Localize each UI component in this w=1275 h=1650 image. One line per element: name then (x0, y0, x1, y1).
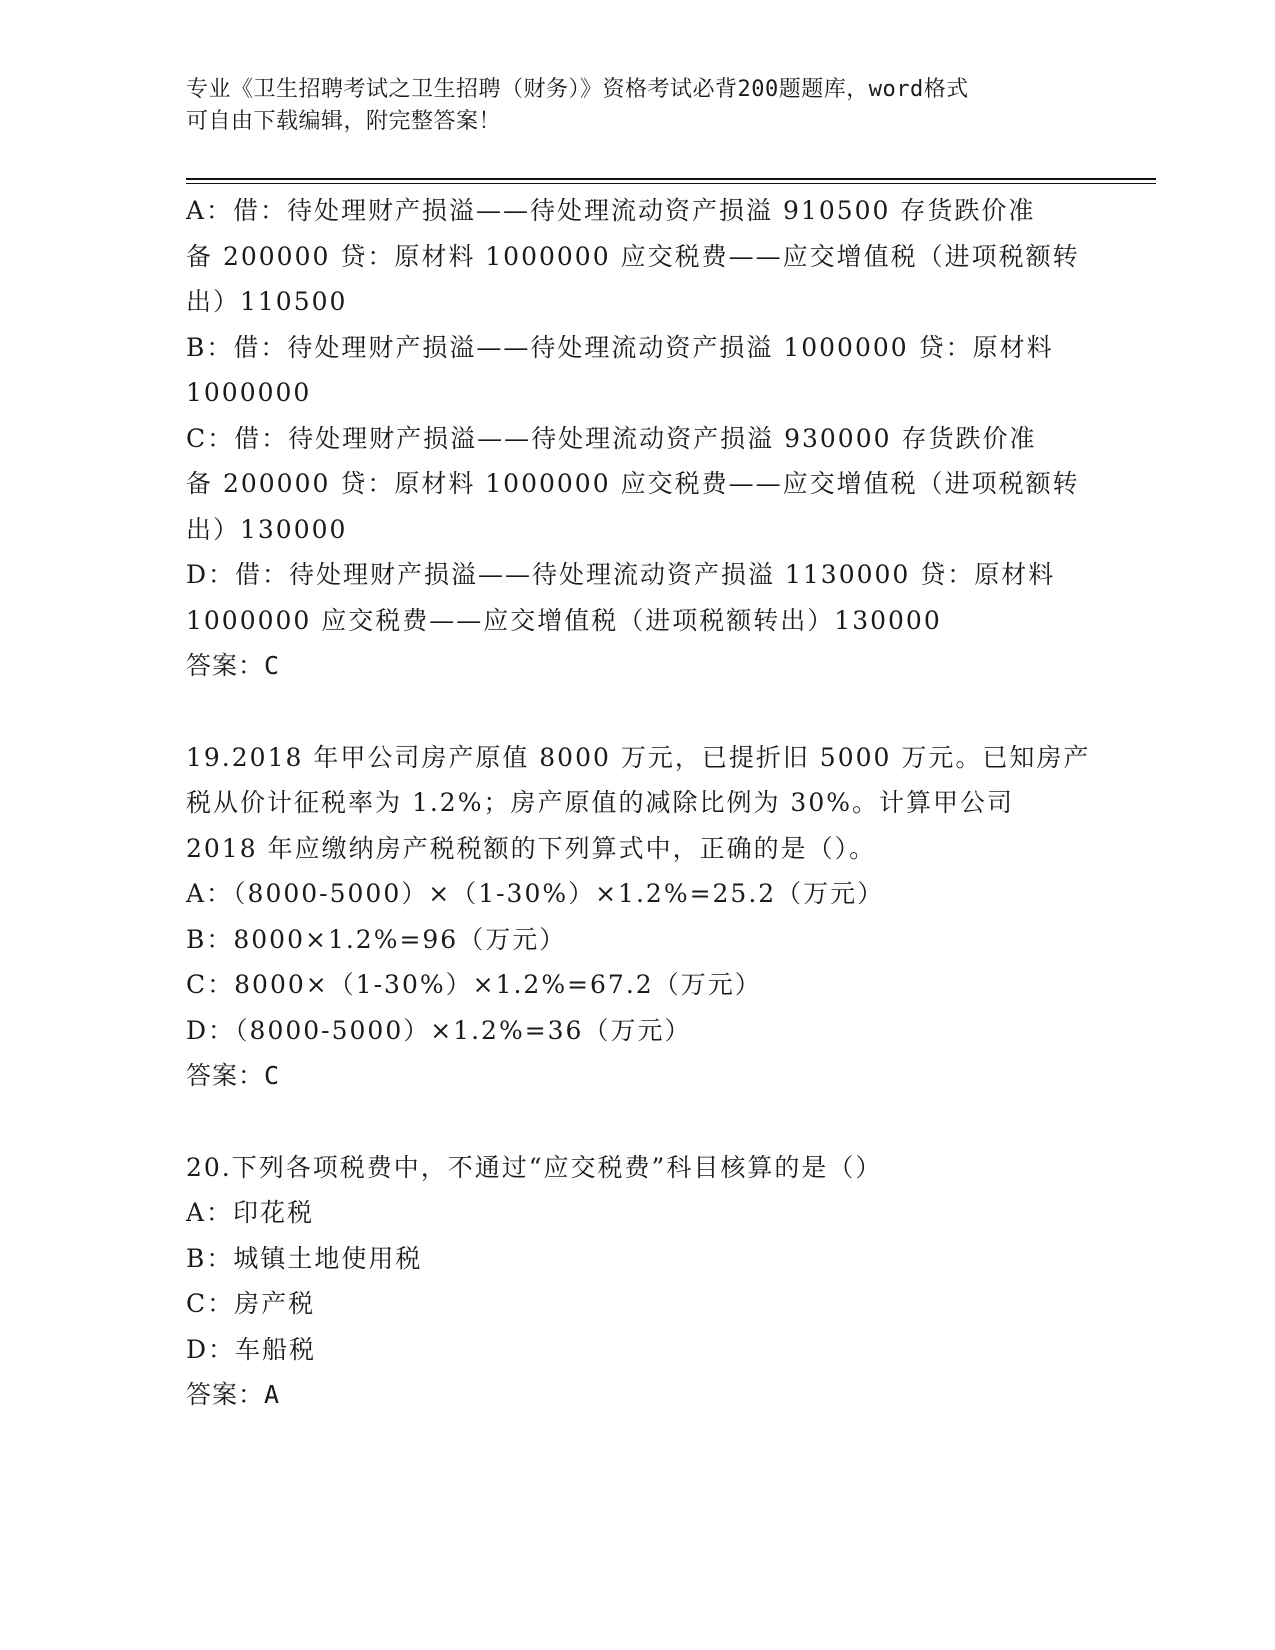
header-line-1: 专业《卫生招聘考试之卫生招聘（财务）》资格考试必背200题题库，word格式 (186, 77, 969, 102)
q20-stem: 20.下列各项税费中，不通过“应交税费”科目核算的是（） (186, 1152, 883, 1182)
q18-answer: 答案：C (186, 651, 281, 680)
question-19-block (186, 735, 1091, 1099)
q18-option-a-line-3: 出）110500 (186, 287, 348, 316)
q20-option-c: C：房产税 (186, 1289, 316, 1318)
q18-option-d (186, 552, 1086, 643)
document-header (186, 74, 1086, 138)
q18-option-a-line-2: 备 200000 贷：原材料 1000000 应交税费——应交增值税（进项税额转 (186, 241, 1080, 271)
q18-option-b-line-1: B：借：待处理财产损溢——待处理流动资产损溢 1000000 贷：原材料 (186, 332, 1054, 362)
question-20-block (186, 1145, 1086, 1418)
header-rule-thin (186, 183, 1156, 184)
q19-option-d: D：（8000-5000）×1.2%=36（万元） (186, 1015, 692, 1045)
q19-stem-line-2: 税从价计征税率为 1.2%；房产原值的减除比例为 30%。计算甲公司 (186, 788, 1014, 817)
q20-answer: 答案：A (186, 1380, 281, 1409)
q20-option-a: A：印花税 (186, 1198, 315, 1227)
q19-option-a: A：（8000-5000）×（1-30%）×1.2%=25.2（万元） (186, 879, 885, 908)
question-18-block (186, 188, 1086, 689)
q18-option-c-line-2: 备 200000 贷：原材料 1000000 应交税费——应交增值税（进项税额转 (186, 469, 1080, 498)
q19-stem-line-1: 19.2018 年甲公司房产原值 8000 万元，已提折旧 5000 万元。已知房产 (186, 742, 1091, 772)
q19-answer: 答案：C (186, 1061, 281, 1090)
header-rule-thick (186, 178, 1156, 180)
q18-option-b-line-2: 1000000 (186, 378, 312, 407)
q18-option-c (186, 416, 1086, 553)
q19-option-b: B：8000×1.2%=96（万元） (186, 924, 567, 954)
q18-option-c-line-1: C：借：待处理财产损溢——待处理流动资产损溢 930000 存货跌价准 (186, 423, 1037, 453)
q18-option-c-line-3: 出）130000 (186, 514, 348, 544)
q20-option-d: D：车船税 (186, 1334, 317, 1364)
spacer (186, 689, 1086, 735)
q18-option-d-line-1: D：借：待处理财产损溢——待处理流动资产损溢 1130000 贷：原材料 (186, 560, 1056, 589)
q19-stem-line-3: 2018 年应缴纳房产税税额的下列算式中，正确的是（）。 (186, 833, 877, 863)
q18-option-a-line-1: A：借：待处理财产损溢——待处理流动资产损溢 910500 存货跌价准 (186, 196, 1036, 225)
header-line-2: 可自由下载编辑，附完整答案！ (186, 109, 502, 134)
q19-option-c: C：8000×（1-30%）×1.2%=67.2（万元） (186, 970, 762, 999)
q18-option-a (186, 188, 1086, 325)
spacer (186, 1099, 1086, 1145)
q18-option-b (186, 325, 1086, 416)
q20-option-b: B：城镇土地使用税 (186, 1243, 423, 1273)
q18-option-d-line-2: 1000000 应交税费——应交增值税（进项税额转出）130000 (186, 605, 942, 635)
question-content (186, 188, 1091, 1418)
